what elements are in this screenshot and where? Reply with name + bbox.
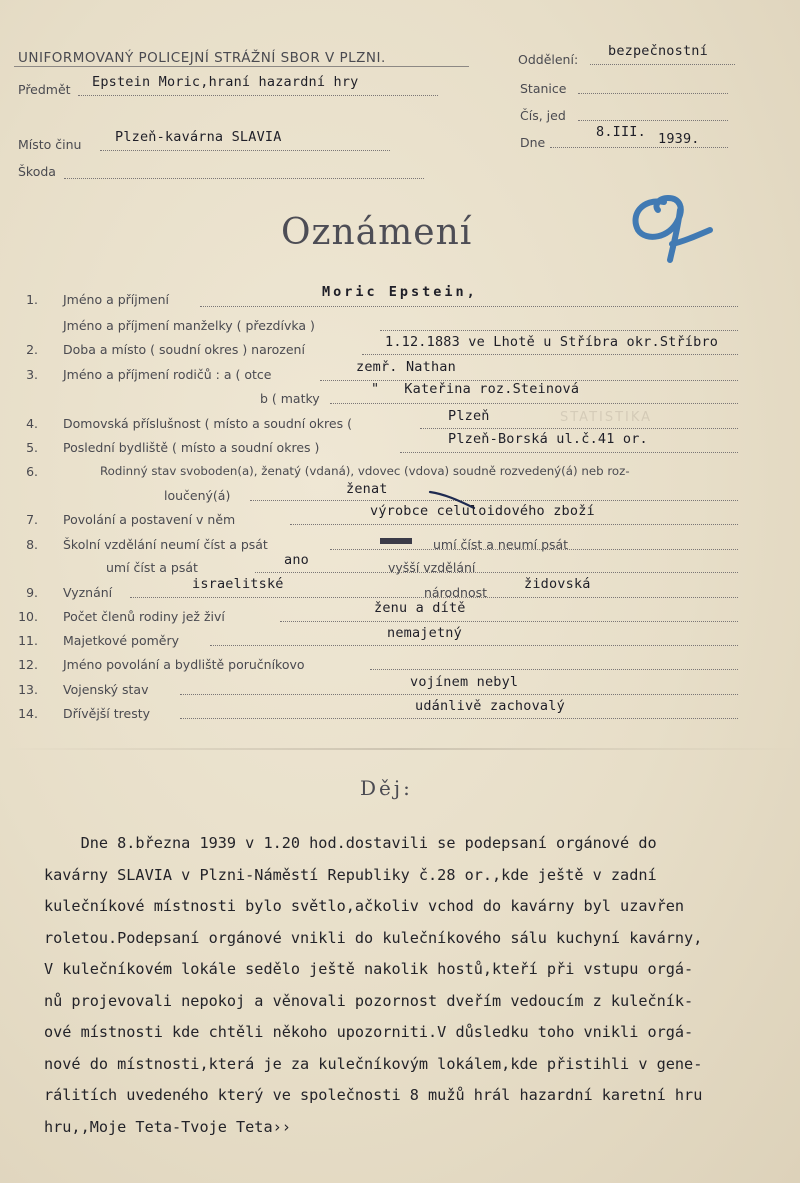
field-label-name: Jméno a příjmení — [63, 292, 170, 307]
field-label-military: Vojenský stav — [63, 682, 149, 697]
field-line — [362, 354, 738, 355]
station-line — [578, 93, 728, 94]
date-label: Dne — [520, 135, 546, 150]
number-label: Čís, jed — [520, 108, 566, 123]
department-value: bezpečnostní — [608, 43, 708, 59]
field-value-nationality: židovská — [524, 576, 591, 592]
field-label-domicile: Domovská příslušnost ( místo a soudní okres ( — [63, 416, 352, 431]
field-label-religion: Vyznání — [63, 585, 113, 600]
narrative-line: V kulečníkovém lokále sedělo ještě nakolik hostů,kteří při vstupu orgá- — [44, 960, 694, 978]
year-value: 1939. — [658, 131, 700, 147]
handwritten-file-number — [612, 180, 722, 285]
subject-line — [78, 95, 438, 96]
field-number: 5. — [26, 440, 38, 455]
damage-label: Škoda — [18, 164, 56, 179]
place-line — [100, 150, 390, 151]
field-label-occupation: Povolání a postavení v něm — [63, 512, 236, 527]
field-number: 9. — [26, 585, 38, 600]
subject-value: Epstein Moric,hraní hazardní hry — [92, 74, 359, 90]
field-value-residence: Plzeň-Borská ul.č.41 or. — [448, 431, 648, 447]
field-line — [200, 306, 738, 307]
field-number: 10. — [18, 609, 38, 624]
field-value-domicile: Plzeň — [448, 408, 490, 424]
field-label-divorced: loučený(á) — [164, 488, 231, 503]
field-label-nationality: národnost — [424, 585, 488, 600]
field-value-property: nemajetný — [387, 625, 462, 641]
field-label-residence: Poslední bydliště ( místo a soudní okres ) — [63, 440, 320, 455]
field-value-religion: israelitské — [192, 576, 284, 592]
field-value-occupation: výrobce celuloidového zboží — [370, 503, 595, 519]
field-label-father: Jméno a příjmení rodičů : a ( otce — [63, 367, 272, 382]
field-value-name: Moric Epstein, — [322, 284, 478, 300]
field-label-spouse: Jméno a příjmení manželky ( přezdívka ) — [63, 318, 315, 333]
field-label-dependents: Počet členů rodiny jež živí — [63, 609, 225, 624]
typed-strikeout — [380, 538, 412, 544]
field-label-prior-record: Dřívější tresty — [63, 706, 151, 721]
narrative-line: nů projevovali nepokoj a věnovali pozornost dveřím vedoucím z kulečník- — [44, 991, 694, 1010]
field-line — [420, 428, 738, 429]
document-title: Oznámení — [281, 212, 473, 253]
field-label-marital: Rodinný stav svoboden(a), ženatý (vdaná), vdovec (vdova) soudně rozvedený(á) neb roz- — [100, 464, 630, 478]
field-line — [210, 645, 738, 646]
narrative-line: kavárny SLAVIA v Plzni-Náměstí Republiky č.28 or.,kde ještě v zadní — [44, 865, 657, 884]
field-line — [180, 718, 738, 719]
field-number: 11. — [18, 633, 38, 648]
field-number: 14. — [18, 706, 38, 721]
field-number: 2. — [26, 342, 38, 357]
field-label-read-write: umí číst a psát — [106, 560, 198, 575]
field-label-birth: Doba a místo ( soudní okres ) narození — [63, 342, 305, 357]
paper-fold — [0, 748, 800, 750]
faint-stamp: STATISTIKA — [560, 410, 653, 425]
field-label-education: Školní vzdělání neumí číst a psát — [63, 537, 268, 552]
field-line — [280, 621, 738, 622]
field-value-dependents: ženu a dítě — [374, 600, 466, 616]
field-label-higher-ed: vyšší vzdělání — [388, 560, 476, 575]
field-line — [290, 524, 738, 525]
place-label: Místo činu — [18, 137, 82, 152]
field-line — [180, 694, 738, 695]
field-label-mother: b ( matky — [260, 391, 320, 406]
subject-label: Předmět — [18, 82, 71, 97]
field-line — [400, 452, 738, 453]
narrative-line: roletou.Podepsaní orgánové vnikli do kulečníkového sálu kuchyní kavárny, — [44, 928, 703, 947]
damage-line — [64, 178, 424, 179]
field-value-marital: ženat — [346, 481, 388, 497]
station-label: Stanice — [520, 81, 567, 96]
field-label-read-not-write: umí číst a neumí psát — [433, 537, 569, 552]
department-label: Oddělení: — [518, 52, 579, 67]
field-line — [250, 500, 738, 501]
narrative-line: nové do místnosti,která je za kulečníkovým lokálem,kde přistihli v gene- — [44, 1054, 703, 1073]
date-value: 8.III. — [596, 124, 646, 140]
field-number: 7. — [26, 512, 38, 527]
field-value-birth: 1.12.1883 ve Lhotě u Stříbra okr.Stříbro — [385, 334, 719, 350]
field-value-mother: " Kateřina roz.Steinová — [371, 381, 580, 397]
org-name: UNIFORMOVANÝ POLICEJNÍ STRÁŽNÍ SBOR V PLZNI. — [18, 50, 386, 66]
narrative-line: kulečníkové místnosti bylo světlo,ačkoliv vchod do kavárny byl uzavřen — [44, 897, 685, 915]
field-value-prior-record: udánlivě zachovalý — [415, 698, 565, 714]
field-value-read-write: ano — [284, 552, 309, 568]
events-heading: Děj: — [360, 776, 413, 800]
field-label-property: Majetkové poměry — [63, 633, 179, 648]
field-number: 6. — [26, 464, 38, 479]
field-line — [130, 597, 738, 598]
narrative-text — [44, 828, 702, 1143]
field-number: 4. — [26, 416, 38, 431]
narrative-line: hru,,Moje Teta-Tvoje Teta›› — [44, 1117, 291, 1136]
field-number: 13. — [18, 682, 38, 697]
field-number: 3. — [26, 367, 38, 382]
org-underline — [14, 66, 469, 67]
field-line — [330, 403, 738, 404]
field-number: 8. — [26, 537, 38, 552]
field-number: 1. — [26, 292, 38, 307]
field-line — [330, 549, 738, 550]
narrative-line: rálitích uvedeného který ve společnosti 8 mužů hrál hazardní karetní hru — [44, 1086, 703, 1104]
field-number: 12. — [18, 657, 38, 672]
field-label-guardian: Jméno povolání a bydliště poručníkovo — [63, 657, 305, 672]
narrative-line: Dne 8.března 1939 v 1.20 hod.dostavili se podepsaní orgánové do — [44, 834, 657, 852]
field-line — [370, 669, 738, 670]
field-value-father: zemř. Nathan — [356, 359, 456, 375]
number-line — [578, 120, 728, 121]
field-line — [255, 572, 738, 573]
field-line — [380, 330, 738, 331]
narrative-line: ové místnosti kde chtěli někoho upozorniti.V důsledku toho vnikli orgá- — [44, 1023, 694, 1041]
date-line — [550, 147, 728, 148]
field-value-military: vojínem nebyl — [410, 674, 519, 690]
department-line — [590, 64, 735, 65]
place-value: Plzeň-kavárna SLAVIA — [115, 129, 282, 145]
